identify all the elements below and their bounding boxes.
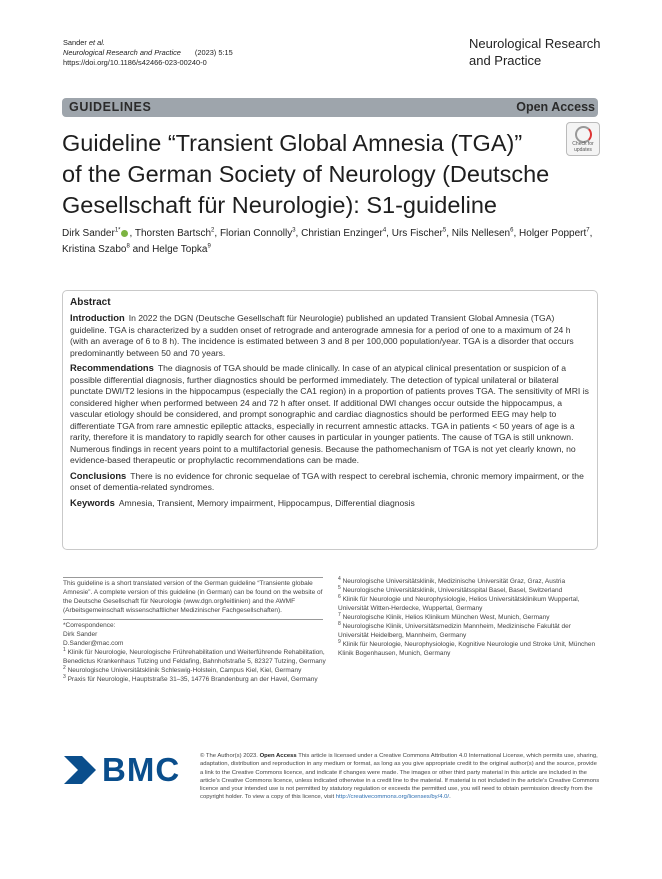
affiliation: $^9$ Klinik für Neurologie, Neurophysiologie, Kognitive Neurologie und Stroke Unit, München Klinik Bogenhausen, Munich, Germany <box>338 638 596 657</box>
running-author: Sander et al. <box>63 38 105 47</box>
translation-note: This guideline is a short translated version of the German guideline “Transiente globale Amnesie”. A complete version of this guideline (in German) can be found on the website of the Deutsche Gesellschaft für Neurologie (www.dgn.org/leitlinien) and the AWMF (Arbeitsgemeinschaft wissenschaftlicher Medizinischer Fachgesellschaften). <box>63 580 323 614</box>
journal-name: Neurological Research and Practice <box>469 36 601 68</box>
check-updates-text: Check for updates <box>572 141 594 153</box>
author: Christian Enzinger$^4$ <box>301 227 387 239</box>
correspondence-email[interactable]: D.Sander@mac.com <box>63 640 124 647</box>
author: Kristina Szabo$^8$ <box>62 243 130 255</box>
author-list: Dirk Sander$^{1*}$ , Thorsten Bartsch$^2$, Florian Connolly$^3$, Christian Enzinger$^4$, Urs Fischer$^5$, Nils Nellesen$^6$, Holger Poppert$^7$, Kristina Szabo$^8$ and Helge Topka$^9$ <box>62 227 593 255</box>
check-for-updates-badge[interactable] <box>566 122 600 156</box>
publisher-logo <box>62 752 186 788</box>
author: Helge Topka$^9$ <box>152 243 211 255</box>
open-access-label: Open Access <box>516 100 595 114</box>
orcid-icon[interactable] <box>121 230 128 237</box>
affiliation: $^5$ Neurologische Universitätsklinik, Universitätsspital Basel, Basel, Switzerland <box>338 584 563 594</box>
abstract-keywords: Keywords Amnesia, Transient, Memory impairment, Hippocampus, Differential diagnosis <box>70 496 415 508</box>
author: Nils Nellesen$^6$ <box>451 227 514 239</box>
bmc-wordmark: BMC <box>102 751 181 788</box>
abstract-box <box>62 290 598 550</box>
license-statement: © The Author(s) 2023. Open Access This article is licensed under a Creative Commons Attribution 4.0 International License, which permits use, sharing, adaptation, distribution and reproduction in any medium or format, as long as you give appropriate credit to the original author(s) and the source, provide a link to the Creative Commons licence, and indicate if changes were made. The images or other third party material in this article are included in the article’s Creative Commons licence, unless indicated otherwise in a credit line to the material. If material is not included in the article’s Creative Commons licence and your intended use is not permitted by statutory regulation or exceeds the permitted use, you will need to obtain permission directly from the copyright holder. To view a copy of this licence, visit http://creativecommons.org/licenses/by/4.0/. <box>200 753 600 801</box>
license-link[interactable]: http://creativecommons.org/licenses/by/4.0/ <box>335 794 450 801</box>
correspondence-name: Dirk Sander <box>63 631 98 638</box>
article-meta <box>63 38 233 69</box>
footnotes-left <box>63 577 329 684</box>
doi-link[interactable]: https://doi.org/10.1186/s42466-023-00240-0 <box>63 58 207 68</box>
affiliation: $^1$ Klinik für Neurologie, Neurologische Frührehabilitation und Weiterführende Rehabilitation, Benedictus Krankenhaus Tutzing und Feldafing, Bahnhofstraße 5, 82327 Tutzing, Germany <box>63 646 326 665</box>
affiliation: $^4$ Neurologische Universitätsklinik, Medizinische Universität Graz, Graz, Austria <box>338 575 566 585</box>
abstract-heading: Abstract <box>70 297 111 308</box>
affiliation: $^2$ Neurologische Universitätsklinik Schleswig-Holstein, Campus Kiel, Kiel, Germany <box>63 664 302 674</box>
author: Dirk Sander$^{1*}$ <box>62 227 121 239</box>
journal-citation: Neurological Research and Practice (2023) 5:15 <box>63 48 233 58</box>
abstract-conclusions: Conclusions There is no evidence for chronic sequelae of TGA with respect to cerebral ischemia, chronic memory impairment, or the onset of dementia-related syndromes. <box>70 469 584 492</box>
affiliation: $^8$ Neurologische Klinik, Universitätsmedizin Mannheim, Medizinische Fakultät der Universität Heidelberg, Mannheim, Germany <box>338 620 571 639</box>
affiliation: $^7$ Neurologische Klinik, Helios Klinikum München West, Munich, Germany <box>338 611 550 621</box>
article-title: Guideline “Transient Global Amnesia (TGA)” of the German Society of Neurology (Deutsche Gesellschaft für Neurologie): S1-guideline <box>62 130 550 218</box>
footnote-divider <box>63 619 323 620</box>
author: Urs Fischer$^5$ <box>391 227 447 239</box>
abstract-introduction: Introduction In 2022 the DGN (Deutsche Gesellschaft für Neurologie) published an updated Transient Global Amnesia (TGA) guideline. TGA is characterized by a sudden onset of retrograde and anterograde amnesia for a period of one to a maximum of 24 h (with an average of 6 to 8 h). The incidence is estimated between 3 and 8 per 100,000 population/year. TGA is a disorder that occurs predominantly between 50 and 70 years. <box>70 312 574 358</box>
article-type-banner <box>62 98 598 117</box>
author: Thorsten Bartsch$^2$ <box>134 227 215 239</box>
bmc-logo-icon <box>62 752 98 788</box>
affiliation: $^3$ Praxis für Neurologie, Hauptstraße 31–35, 14776 Brandenburg an der Havel, Germany <box>63 673 318 683</box>
article-type: GUIDELINES <box>69 100 152 114</box>
abstract-recommendations: Recommendations The diagnosis of TGA should be made clinically. In case of an atypical clinical presentation or suspicion of a possible differential diagnosis, further diagnostics should be performed immediately. The detection of typical unilateral or bilateral punctate DWI/T2 lesions in the hippocampus (especially the CA1 region) in a proportion of patients proves TGA. The sensitivity of MRI is considered higher when performed between 24 and 72 h after onset. If additional DWI changes occur outside the hippocampus, a vascular etiology should be considered, and prompt sonographic and cardiac diagnostics should be performed EEG may help to differentiate TGA from rare amnestic epileptic attacks, especially in recurrent amnestic attacks. TGA in patients < 50 years of age is a rarity, therefore it is mandatory to rapidly search for other causes in particular in younger patients. The cause of TGA is still unknown. Numerous findings in recent years point to a multifactorial genesis. Because the pathomechanism of TGA is not yet clearly known, no evidence-based therapeutic or prophylactic recommendations can be made. <box>70 362 589 465</box>
footnotes-right <box>338 577 598 658</box>
author: Holger Poppert$^7$ <box>519 227 590 239</box>
footnote-divider <box>63 577 323 578</box>
affiliation: $^6$ Klinik für Neurologie und Neurophysiologie, Helios Universitätsklinikum Wuppertal, Universität Witten-Herdecke, Wuppertal, Germany <box>338 593 580 612</box>
author: Florian Connolly$^3$ <box>219 227 296 239</box>
correspondence-label: *Correspondence: <box>63 622 116 629</box>
